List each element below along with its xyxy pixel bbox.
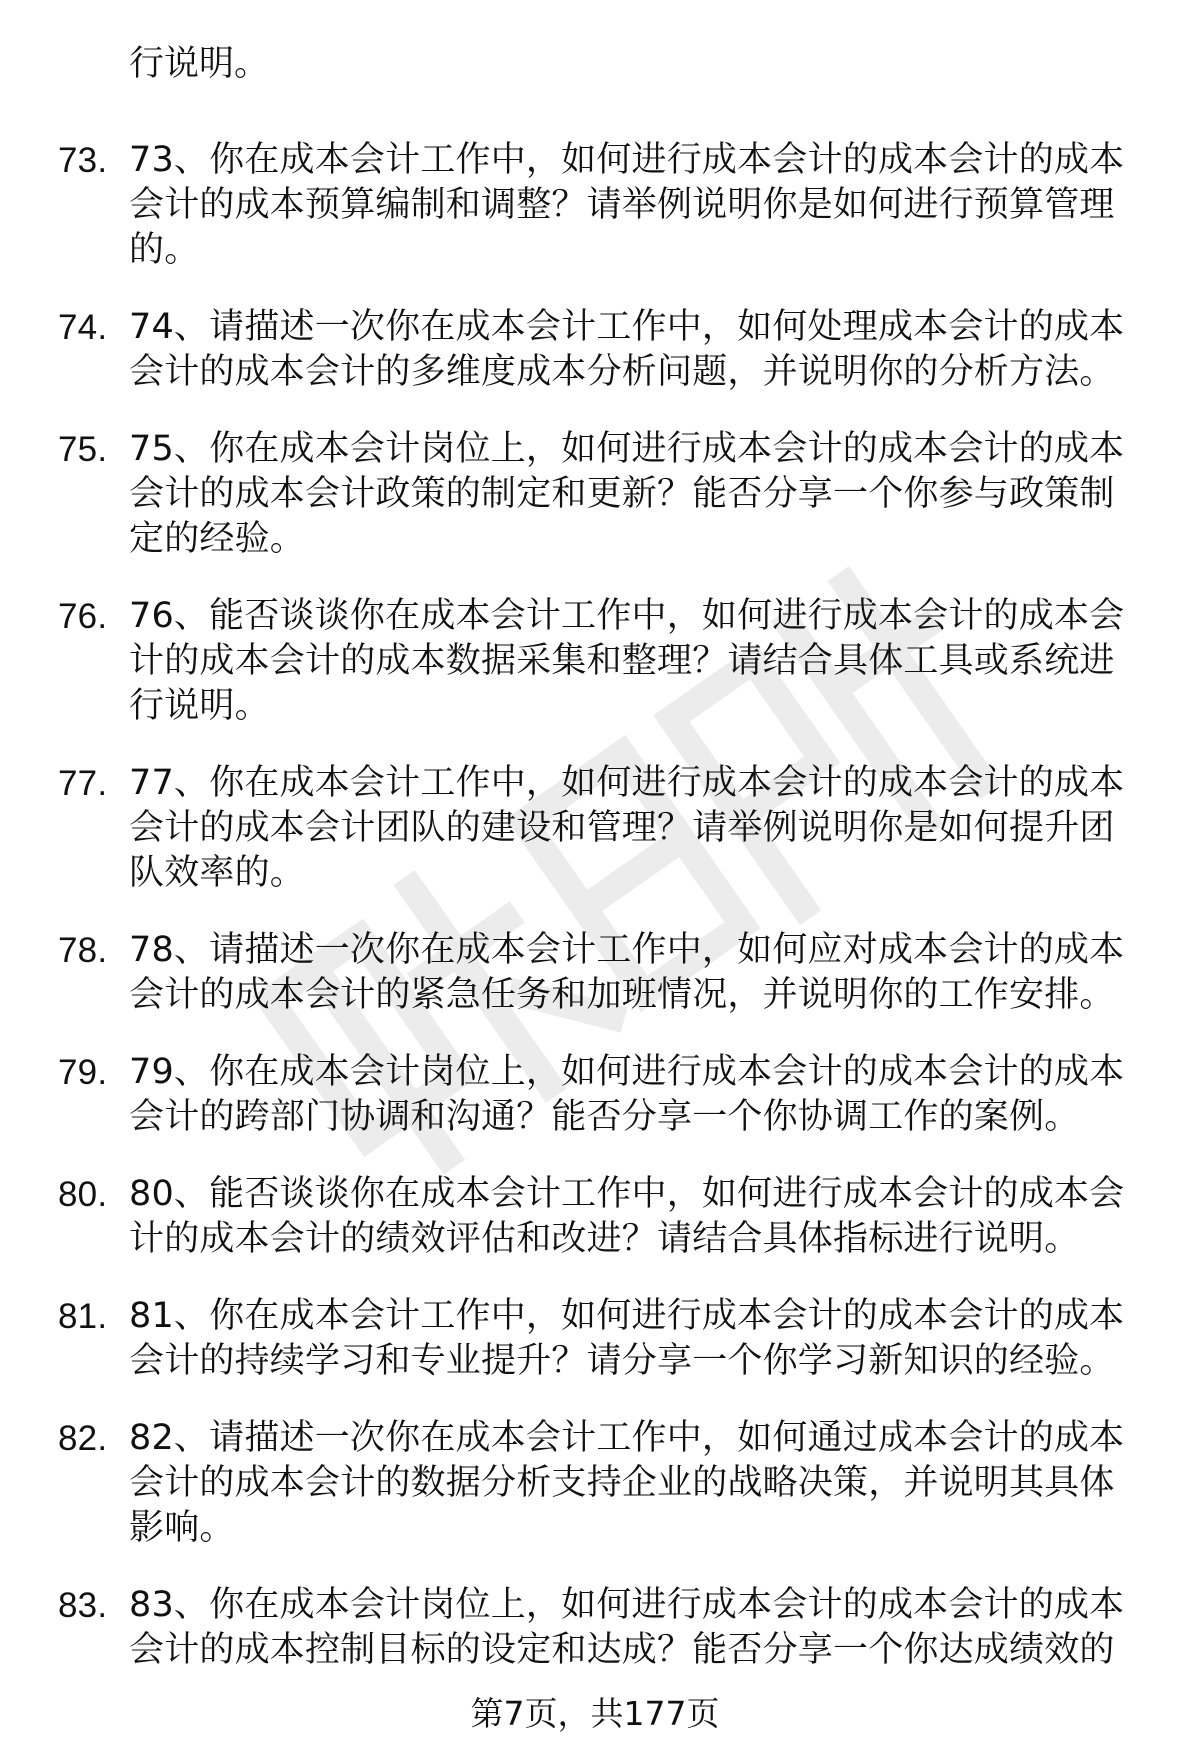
list-item [0,928,1144,1018]
list-item-text: 81、你在成本会计工作中，如何进行成本会计的成本会计的成本会计的持续学习和专业提升？请分享一个你学习新知识的经验。 [129,1296,1125,1381]
list-item-number: 75. [58,430,108,469]
list-item-number: 82. [58,1419,108,1458]
list-item [0,138,1144,273]
list-item-number: 73. [58,141,108,180]
list-item-text: 82、请描述一次你在成本会计工作中，如何通过成本会计的成本会计的成本会计的数据分析支持企业的战略决策，并说明其具体影响。 [129,1418,1125,1548]
list-item-number: 81. [58,1297,108,1336]
continued-text: 行说明。 [129,44,270,84]
list-item-text: 73、你在成本会计工作中，如何进行成本会计的成本会计的成本会计的成本预算编制和调整？请举例说明你是如何进行预算管理的。 [129,140,1125,270]
list-item-number: 76. [58,597,108,636]
list-item [0,1583,1144,1673]
list-item [0,1416,1144,1551]
list-item-text: 77、你在成本会计工作中，如何进行成本会计的成本会计的成本会计的成本会计团队的建设和管理？请举例说明你是如何提升团队效率的。 [129,763,1125,893]
list-item [0,1172,1144,1262]
list-item-number: 77. [58,764,108,803]
list-item-text: 80、能否谈谈你在成本会计工作中，如何进行成本会计的成本会计的成本会计的绩效评估和改进？请结合具体指标进行说明。 [129,1174,1125,1259]
list-item [0,761,1144,896]
list-item-number: 74. [58,308,108,347]
list-item-number: 83. [58,1586,108,1625]
list-item-number: 80. [58,1175,108,1214]
list-item-text: 74、请描述一次你在成本会计工作中，如何处理成本会计的成本会计的成本会计的多维度成本分析问题，并说明你的分析方法。 [129,307,1125,392]
list-item-text: 83、你在成本会计岗位上，如何进行成本会计的成本会计的成本会计的成本控制目标的设定和达成？能否分享一个你达成绩效的 [129,1585,1125,1670]
list-item-number: 79. [58,1053,108,1092]
list-item [0,594,1144,729]
list-item-text: 79、你在成本会计岗位上，如何进行成本会计的成本会计的成本会计的跨部门协调和沟通？能否分享一个你协调工作的案例。 [129,1052,1125,1137]
list-item [0,427,1144,562]
list-item [0,1294,1144,1384]
list-item-text: 78、请描述一次你在成本会计工作中，如何应对成本会计的成本会计的成本会计的紧急任务和加班情况，并说明你的工作安排。 [129,930,1125,1015]
list-item-number: 78. [58,931,108,970]
list-item [0,305,1144,395]
question-list [0,138,1190,1705]
list-item-text: 75、你在成本会计岗位上，如何进行成本会计的成本会计的成本会计的成本会计政策的制定和更新？能否分享一个你参与政策制定的经验。 [129,429,1125,559]
list-item-text: 76、能否谈谈你在成本会计工作中，如何进行成本会计的成本会计的成本会计的成本数据采集和整理？请结合具体工具或系统进行说明。 [129,596,1125,726]
page-footer: 第7页，共177页 [470,1694,720,1733]
list-item [0,1050,1144,1140]
